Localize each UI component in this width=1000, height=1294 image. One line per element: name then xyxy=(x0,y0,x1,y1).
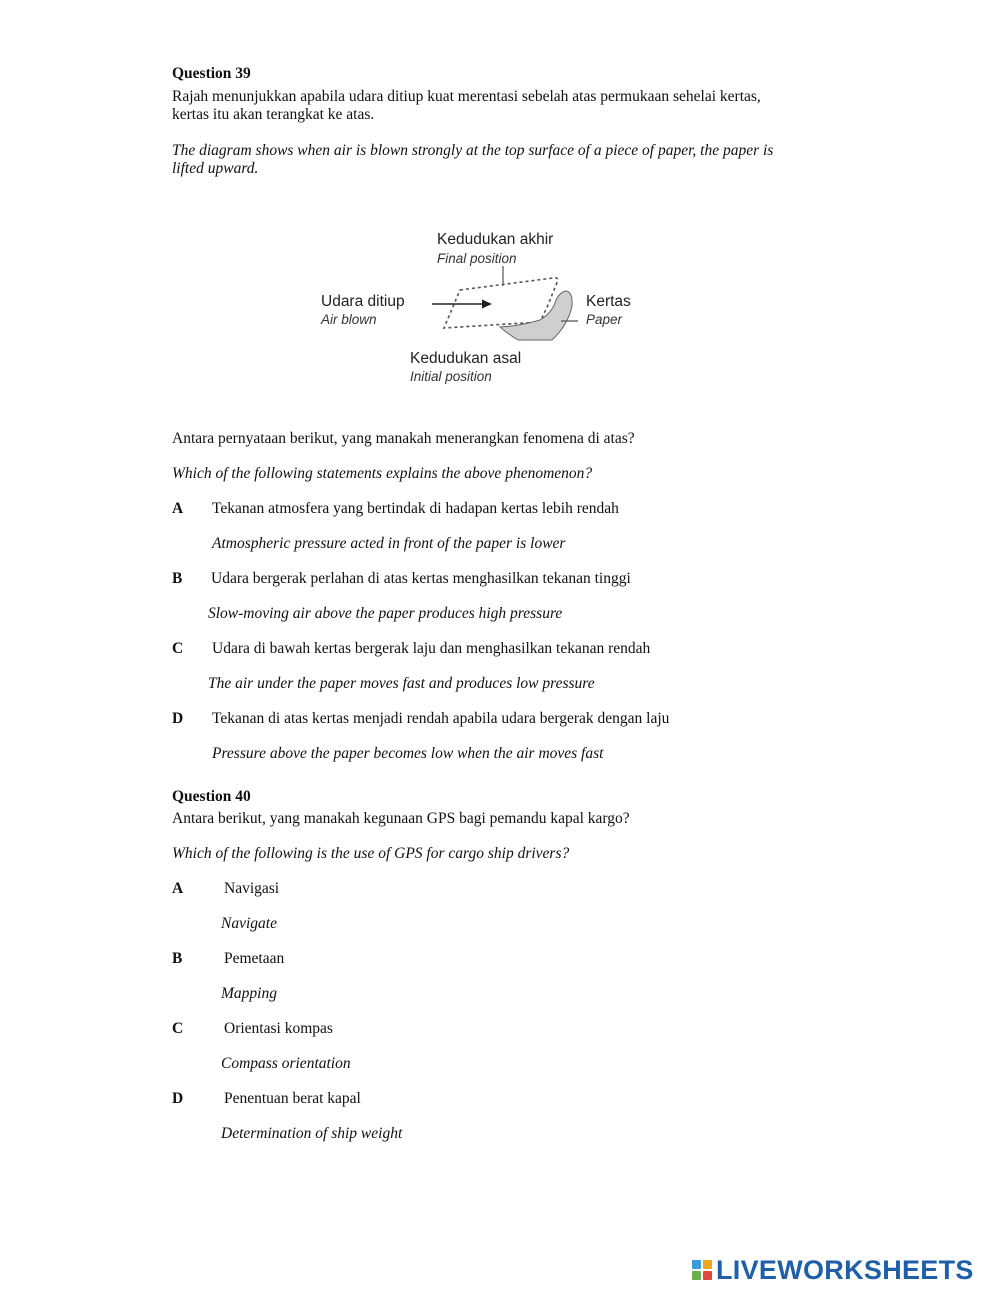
q40-option-c-letter: C xyxy=(172,1020,184,1037)
q39-option-a-letter: A xyxy=(172,500,184,517)
q39-option-b-ms: Udara bergerak perlahan di atas kertas menghasilkan tekanan tinggi xyxy=(211,570,631,587)
q39-option-a-en: Atmospheric pressure acted in front of the paper is lower xyxy=(212,535,566,552)
q39-text-en-line2: lifted upward. xyxy=(172,160,259,177)
final-position-label-en: Final position xyxy=(437,251,517,266)
q39-text-ms-line1: Rajah menunjukkan apabila udara ditiup kuat merentasi sebelah atas permukaan sehelai kertas, xyxy=(172,88,761,105)
q39-option-d-ms: Tekanan di atas kertas menjadi rendah apabila udara bergerak dengan laju xyxy=(212,710,670,727)
q40-option-a-en: Navigate xyxy=(221,915,277,932)
q39-text-en-line1: The diagram shows when air is blown strongly at the top surface of a piece of paper, the paper is xyxy=(172,142,774,159)
q40-option-d-en: Determination of ship weight xyxy=(221,1125,403,1142)
q39-question-ms: Antara pernyataan berikut, yang manakah menerangkan fenomena di atas? xyxy=(172,430,635,447)
q39-option-c-ms: Udara di bawah kertas bergerak laju dan menghasilkan tekanan rendah xyxy=(212,640,651,657)
q39-option-c-letter: C xyxy=(172,640,184,657)
q40-option-b-ms: Pemetaan xyxy=(224,950,285,967)
q40-option-b-en: Mapping xyxy=(221,985,277,1002)
initial-position-label-en: Initial position xyxy=(410,369,492,384)
initial-position-paper xyxy=(500,291,572,340)
logo-tile-i xyxy=(703,1260,712,1269)
q39-question-en: Which of the following statements explains the above phenomenon? xyxy=(172,465,593,482)
paper-lift-diagram xyxy=(0,0,1000,400)
q39-option-a-ms: Tekanan atmosfera yang bertindak di hadapan kertas lebih rendah xyxy=(212,500,619,517)
q39-option-b-letter: B xyxy=(172,570,183,587)
q40-question-ms: Antara berikut, yang manakah kegunaan GPS bagi pemandu kapal kargo? xyxy=(172,810,630,827)
paper-label-en: Paper xyxy=(586,312,623,327)
logo-tile-v xyxy=(692,1271,701,1280)
q39-text-ms-line2: kertas itu akan terangkat ke atas. xyxy=(172,106,375,123)
q40-option-a-letter: A xyxy=(172,880,184,897)
liveworksheets-logo[interactable] xyxy=(692,1255,974,1285)
q40-option-c-ms: Orientasi kompas xyxy=(224,1020,333,1037)
initial-position-label-ms: Kedudukan asal xyxy=(410,350,522,367)
final-position-label-ms: Kedudukan akhir xyxy=(437,231,554,248)
paper-label-ms: Kertas xyxy=(586,293,631,310)
liveworksheets-logo-text: LIVEWORKSHEETS xyxy=(716,1254,974,1285)
air-blown-label-ms: Udara ditiup xyxy=(321,293,405,310)
q40-option-b-letter: B xyxy=(172,950,183,967)
q40-option-d-ms: Penentuan berat kapal xyxy=(224,1090,361,1107)
q39-option-b-en: Slow-moving air above the paper produces high pressure xyxy=(208,605,563,622)
q40-option-c-en: Compass orientation xyxy=(221,1055,351,1072)
q40-option-d-letter: D xyxy=(172,1090,184,1107)
q39-heading: Question 39 xyxy=(172,65,251,82)
q39-option-c-en: The air under the paper moves fast and produces low pressure xyxy=(208,675,595,692)
air-blown-label-en: Air blown xyxy=(321,312,377,327)
q40-question-en: Which of the following is the use of GPS for cargo ship drivers? xyxy=(172,845,570,862)
logo-tile-l xyxy=(692,1260,701,1269)
q40-option-a-ms: Navigasi xyxy=(224,880,280,897)
q39-option-d-en: Pressure above the paper becomes low when the air moves fast xyxy=(212,745,604,762)
liveworksheets-logo-icon xyxy=(692,1260,712,1280)
q39-option-d-letter: D xyxy=(172,710,184,727)
logo-tile-e xyxy=(703,1271,712,1280)
q40-heading: Question 40 xyxy=(172,788,251,805)
air-arrow-head xyxy=(482,300,492,309)
